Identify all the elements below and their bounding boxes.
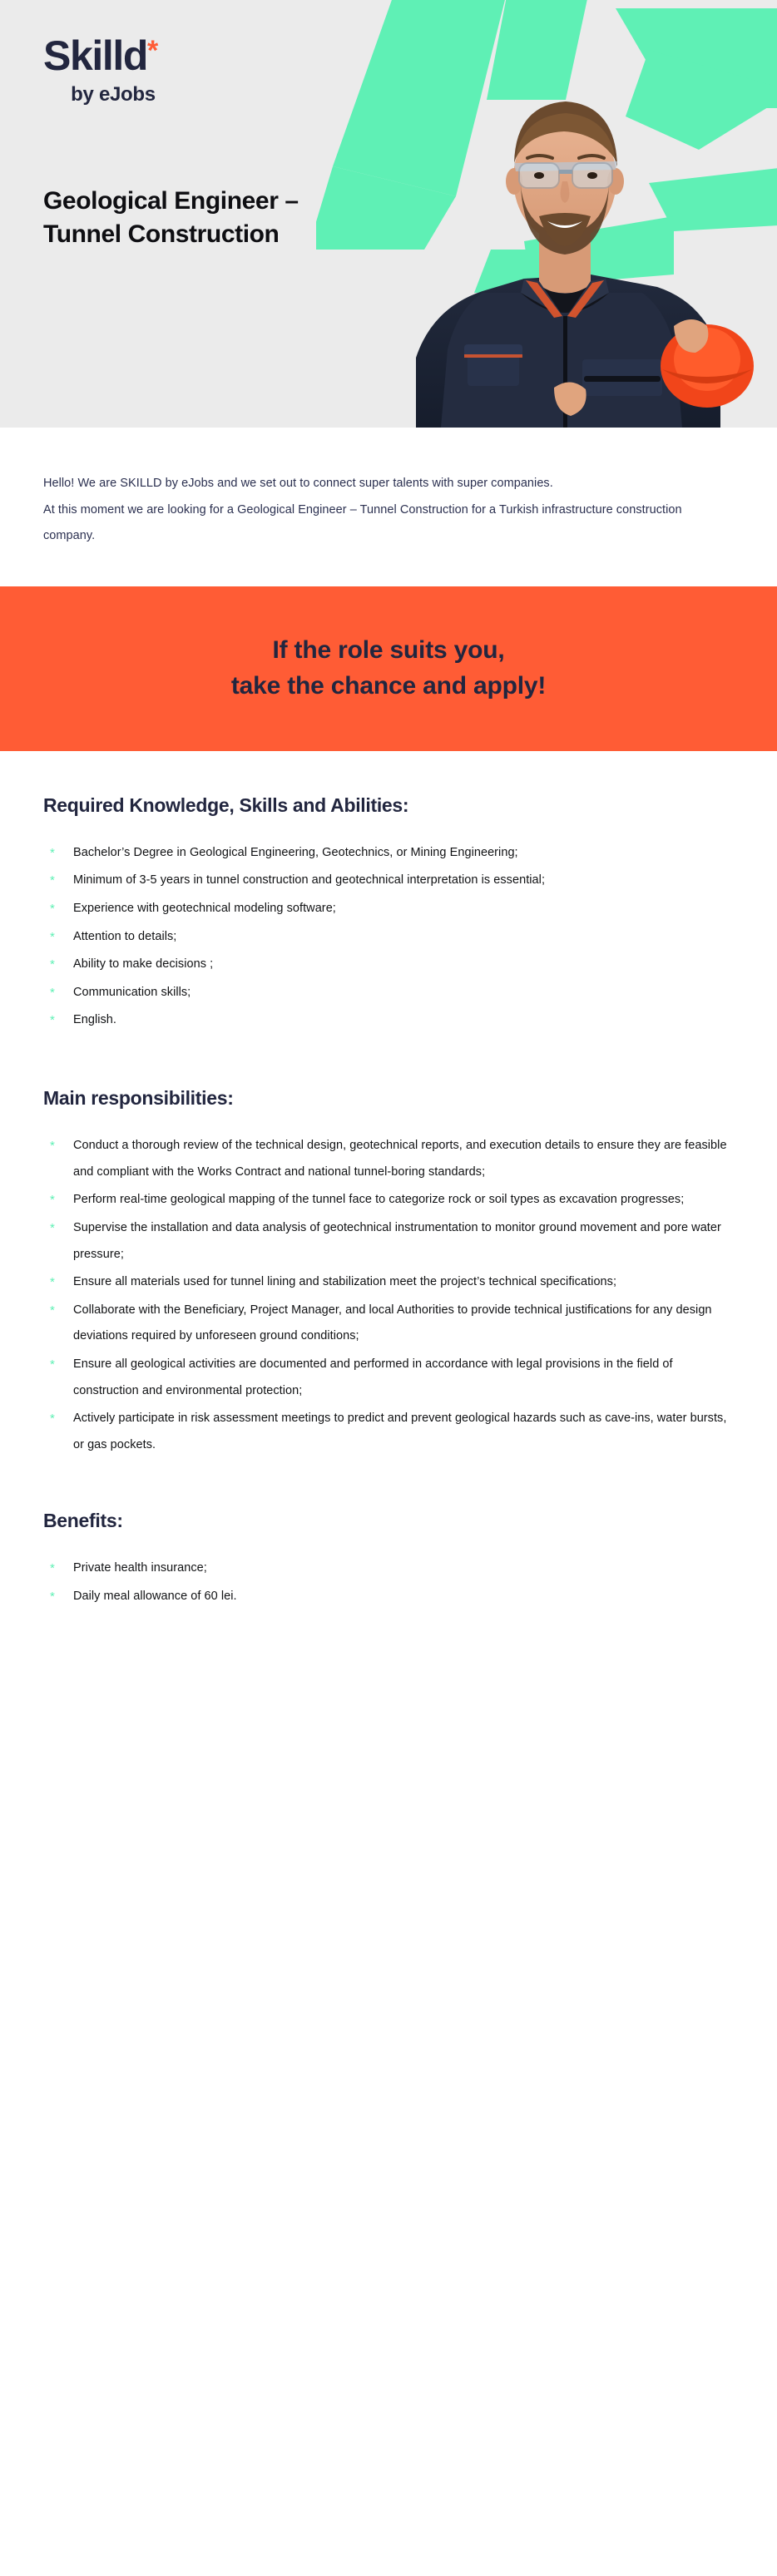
- list-item-text: Private health insurance;: [73, 1561, 207, 1575]
- brand-asterisk-icon: *: [146, 35, 159, 67]
- asterisk-bullet-icon: *: [50, 957, 55, 972]
- list-item-text: Collaborate with the Beneficiary, Project Manager, and local Authorities to provide technical justifications for any design deviations required by unforeseen ground conditions;: [73, 1303, 712, 1343]
- cta-banner: [0, 586, 777, 751]
- brand-tagline: by eJobs: [71, 83, 156, 106]
- asterisk-bullet-icon: *: [50, 929, 55, 944]
- list-item-text: Perform real-time geological mapping of the tunnel face to categorize rock or soil types as excavation progresses;: [73, 1193, 685, 1207]
- knowledge-list: [43, 840, 734, 1034]
- list-item: [43, 840, 734, 867]
- hero-artwork: [316, 0, 777, 428]
- list-item: [43, 896, 734, 922]
- asterisk-bullet-icon: *: [50, 1193, 55, 1208]
- section-heading-knowledge: Required Knowledge, Skills and Abilities:: [43, 794, 409, 816]
- list-item: [43, 868, 734, 894]
- asterisk-bullet-icon: *: [50, 902, 55, 917]
- intro-line-1: Hello! We are SKILLD by eJobs and we set out to connect super talents with super companies.: [43, 477, 553, 490]
- brand-logo: [43, 32, 183, 106]
- hero-banner: [0, 0, 777, 428]
- list-item-text: English.: [73, 1013, 116, 1027]
- asterisk-bullet-icon: *: [50, 1561, 55, 1576]
- job-title-line-1: Geological Engineer –: [43, 187, 299, 215]
- intro-section: [0, 428, 777, 550]
- job-title-line-2: Tunnel Construction: [43, 220, 280, 248]
- list-item: [43, 1584, 734, 1610]
- list-item: [43, 1406, 734, 1458]
- main-responsibilities-section: [0, 1036, 777, 1458]
- responsibilities-list: [43, 1133, 734, 1458]
- asterisk-bullet-icon: *: [50, 1303, 55, 1318]
- list-item-text: Daily meal allowance of 60 lei.: [73, 1590, 237, 1604]
- list-item: [43, 1215, 734, 1268]
- asterisk-bullet-icon: *: [50, 1013, 55, 1028]
- list-item-text: Supervise the installation and data analysis of geotechnical instrumentation to monitor ground movement and pore water pressure;: [73, 1220, 721, 1261]
- list-item: [43, 1298, 734, 1350]
- brand-name: Skilld: [43, 32, 147, 79]
- required-knowledge-section: [0, 751, 777, 1034]
- list-item-text: Actively participate in risk assessment meetings to predict and prevent geological hazards such as cave-ins, water bursts, or gas pockets.: [73, 1412, 727, 1451]
- list-item: [43, 1269, 734, 1296]
- section-heading-responsibilities: Main responsibilities:: [43, 1087, 234, 1110]
- section-heading-benefits: Benefits:: [43, 1510, 123, 1532]
- list-item-text: Ensure all geological activities are documented and performed in accordance with legal provisions in the field of construction and environmental protection;: [73, 1357, 673, 1397]
- list-item-text: Experience with geotechnical modeling software;: [73, 902, 336, 916]
- bottom-spacer: [0, 1612, 777, 1770]
- list-item: [43, 1007, 734, 1034]
- list-item: [43, 952, 734, 978]
- list-item-text: Ensure all materials used for tunnel lining and stabilization meet the project’s technical specifications;: [73, 1275, 617, 1289]
- list-item-text: Bachelor’s Degree in Geological Engineering, Geotechnics, or Mining Engineering;: [73, 845, 518, 859]
- asterisk-bullet-icon: *: [50, 845, 55, 860]
- cta-line-1: If the role suits you,: [272, 636, 505, 665]
- list-item-text: Communication skills;: [73, 985, 191, 999]
- page-title: [43, 185, 299, 251]
- asterisk-bullet-icon: *: [50, 1275, 55, 1290]
- asterisk-bullet-icon: *: [50, 985, 55, 1000]
- asterisk-bullet-icon: *: [50, 873, 55, 888]
- cta-line-2: take the chance and apply!: [230, 671, 547, 700]
- list-item: [43, 1133, 734, 1185]
- list-item: [43, 1187, 734, 1214]
- asterisk-bullet-icon: *: [50, 1357, 55, 1372]
- list-item: [43, 924, 734, 951]
- list-item: [43, 1555, 734, 1582]
- list-item: [43, 1352, 734, 1404]
- benefits-section: [0, 1460, 777, 1609]
- list-item-text: Ability to make decisions ;: [73, 957, 214, 972]
- list-item-text: Minimum of 3-5 years in tunnel construction and geotechnical interpretation is essential;: [73, 873, 546, 888]
- cta-text: [231, 633, 546, 704]
- intro-line-2: At this moment we are looking for a Geological Engineer – Tunnel Construction for a Turkish infrastructure construction company.: [43, 502, 682, 543]
- list-item-text: Conduct a thorough review of the technical design, geotechnical reports, and execution details to ensure they are feasible and compliant with the Works Contract and national tunnel-boring standards;: [73, 1139, 727, 1179]
- list-item-text: Attention to details;: [73, 929, 177, 943]
- asterisk-bullet-icon: *: [50, 1412, 55, 1426]
- asterisk-bullet-icon: *: [50, 1220, 55, 1235]
- asterisk-bullet-icon: *: [50, 1590, 55, 1604]
- asterisk-bullet-icon: *: [50, 1139, 55, 1154]
- list-item: [43, 980, 734, 1006]
- benefits-list: [43, 1555, 734, 1609]
